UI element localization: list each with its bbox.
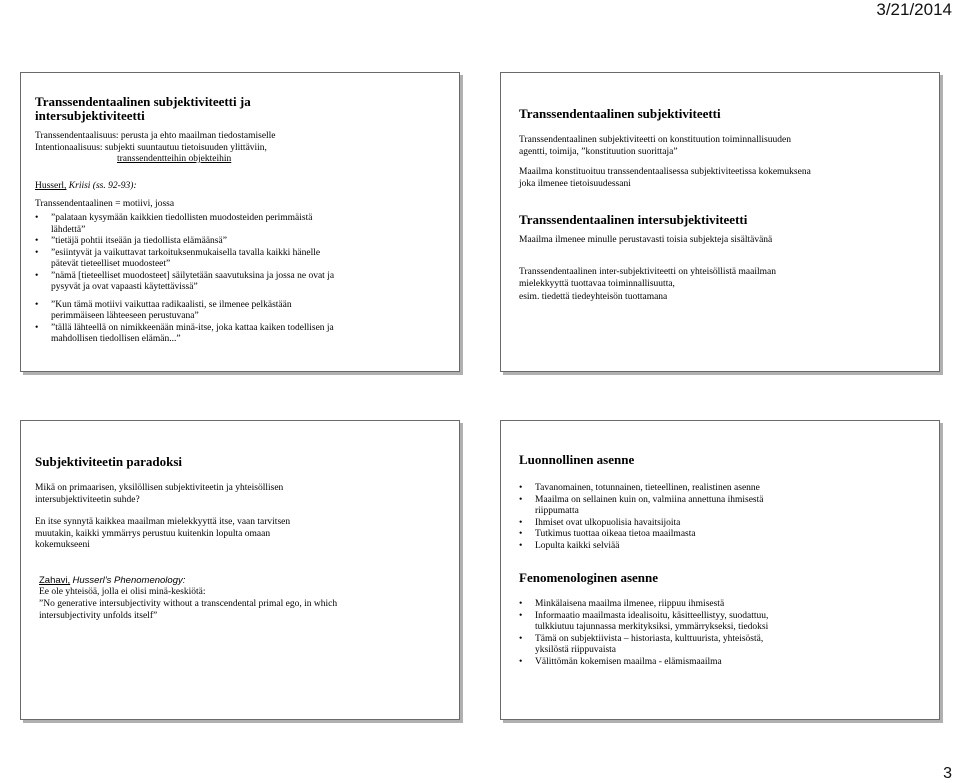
definitions — [35, 131, 455, 166]
ref-author: Husserl, — [35, 181, 67, 191]
list-item: • Ihmiset ovat ulkopuolisia havaitsijoita — [519, 518, 809, 530]
section-title-intersubjectivity: Transsendentaalinen intersubjektiviteetti — [519, 212, 748, 227]
list-item: • Maailma on sellainen kuin on, valmiina annettuna ihmisestä riippumatta — [519, 495, 809, 518]
list-item: • ”palataan kysymään kaikkien tiedollisten muodosteiden perimmäistä lähdettä” — [35, 213, 335, 236]
section-title-natural-attitude: Luonnollinen asenne — [519, 452, 635, 467]
section-title-subjectivity: Transsendentaalinen subjektiviteetti — [519, 106, 721, 121]
paradox-explanation: En itse synnytä kaikkea maailman mielekkyyttä itse, vaan tarvitsen muutakin, kaikki ymmärrys perustuu kuitenkin lopulta omaan kokemukseeni — [35, 517, 291, 550]
list-item: • ”esiintyvät ja vaikuttavat tarkoituksenmukaisella tavalla kaikki hänelle pätevät tieteelliset muodosteet” — [35, 248, 335, 271]
reference-husserl — [35, 181, 137, 193]
list-item: • Lopulta kaikki selviää — [519, 541, 809, 553]
page-date: 3/21/2014 — [876, 0, 952, 19]
lead-text: Transsendentaalinen = motiivi, jossa — [35, 199, 175, 209]
paragraph-others: Maailma ilmenee minulle perustavasti toisia subjekteja sisältävänä — [519, 235, 773, 245]
quote-list — [35, 213, 335, 346]
section-title-phenomenological-attitude: Fenomenologinen asenne — [519, 570, 659, 585]
slide-title: Subjektiviteetin paradoksi — [35, 454, 182, 469]
list-item: • Tämä on subjektiivista – historiasta, kulttuurista, yhteisöstä, yksilöstä riippuvaista — [519, 634, 799, 657]
paragraph-example: esim. tiedettä tiedeyhteisön tuottamana — [519, 292, 668, 302]
zahavi-quote: ”No generative intersubjectivity without a transcendental primal ego, in which intersubjectivity unfolds itself” — [39, 599, 338, 621]
paragraph-agent: Transsendentaalinen subjektiviteetti on konstituution toiminnallisuuden agentti, toimija, ”konstituution suorittaja” — [519, 135, 791, 157]
definition-transcendentality: Transsendentaalisuus: perusta ja ehto maailman tiedostamiselle — [35, 131, 276, 141]
zahavi-claim: Ee ole yhteisöä, jolla ei olisi minä-keskiötä: — [39, 587, 206, 597]
ref-work: Husserl’s Phenomenology: — [72, 575, 186, 586]
list-item: • Välittömän kokemisen maailma - elämismaailma — [519, 657, 799, 669]
slide-natural-vs-phenomenological — [500, 420, 940, 720]
phenomenological-attitude-list — [519, 599, 799, 668]
list-item: • Minkälaisena maailma ilmenee, riippuu ihmisestä — [519, 599, 799, 611]
list-item: • ”tällä lähteellä on nimikkeenään minä-itse, joka kattaa kaiken todellisen ja mahdollisen tiedollisen elämän...” — [35, 323, 335, 346]
page-number: 3 — [943, 765, 952, 782]
list-item: • ”tietäjä pohtii itseään ja tiedollista elämäänsä” — [35, 236, 335, 248]
definition-intentionality: Intentionaalisuus: subjekti suuntautuu tietoisuuden ylittäviin, — [35, 142, 267, 153]
slide-transcendental-intersubjectivity — [500, 72, 940, 372]
ref-work: Kriisi (ss. 92-93): — [68, 181, 137, 191]
ref-author: Zahavi, — [39, 575, 71, 586]
paragraph-constitution: Maailma konstituoituu transsendentaalisessa subjektiviteetissa kokemuksena joka ilmenee tietoisuudessani — [519, 167, 811, 189]
list-item: • Informaatio maailmasta idealisoitu, käsitteellistyy, suodattuu, tulkkiutuu tajunnassa merkityksiksi, ymmärrykseksi, tiedoksi — [519, 611, 799, 634]
list-item: • Tutkimus tuottaa oikeaa tietoa maailmasta — [519, 529, 809, 541]
paradox-question: Mikä on primaarisen, yksilöllisen subjektiviteetin ja yhteisöllisen intersubjektiviteetin suhde? — [35, 483, 284, 505]
slide-transcendental-subjectivity-intro — [20, 72, 460, 372]
list-item: • Tavanomainen, totunnainen, tieteellinen, realistinen asenne — [519, 483, 809, 495]
list-item: • ”Kun tämä motiivi vaikuttaa radikaalisti, se ilmenee pelkästään perimmäiseen lähteeseen perustuvana” — [35, 300, 335, 323]
natural-attitude-list — [519, 483, 809, 552]
definition-intentionality-cont: transsendentteihin objekteihin — [117, 154, 232, 164]
slide-title: Transsendentaalinen subjektiviteetti ja intersubjektiviteetti — [35, 94, 251, 123]
paragraph-intersubjectivity: Transsendentaalinen inter-subjektiviteetti on yhteisöllistä maailman mielekkyyttä tuottavaa toiminnallisuutta, — [519, 267, 776, 289]
slide-subjectivity-paradox — [20, 420, 460, 720]
list-item: • ”nämä [tieteelliset muodosteet] säilytetään saavutuksina ja jossa ne ovat ja pysyvät ja ovat vapaasti käytettävissä” — [35, 271, 335, 294]
reference-zahavi — [39, 575, 185, 588]
